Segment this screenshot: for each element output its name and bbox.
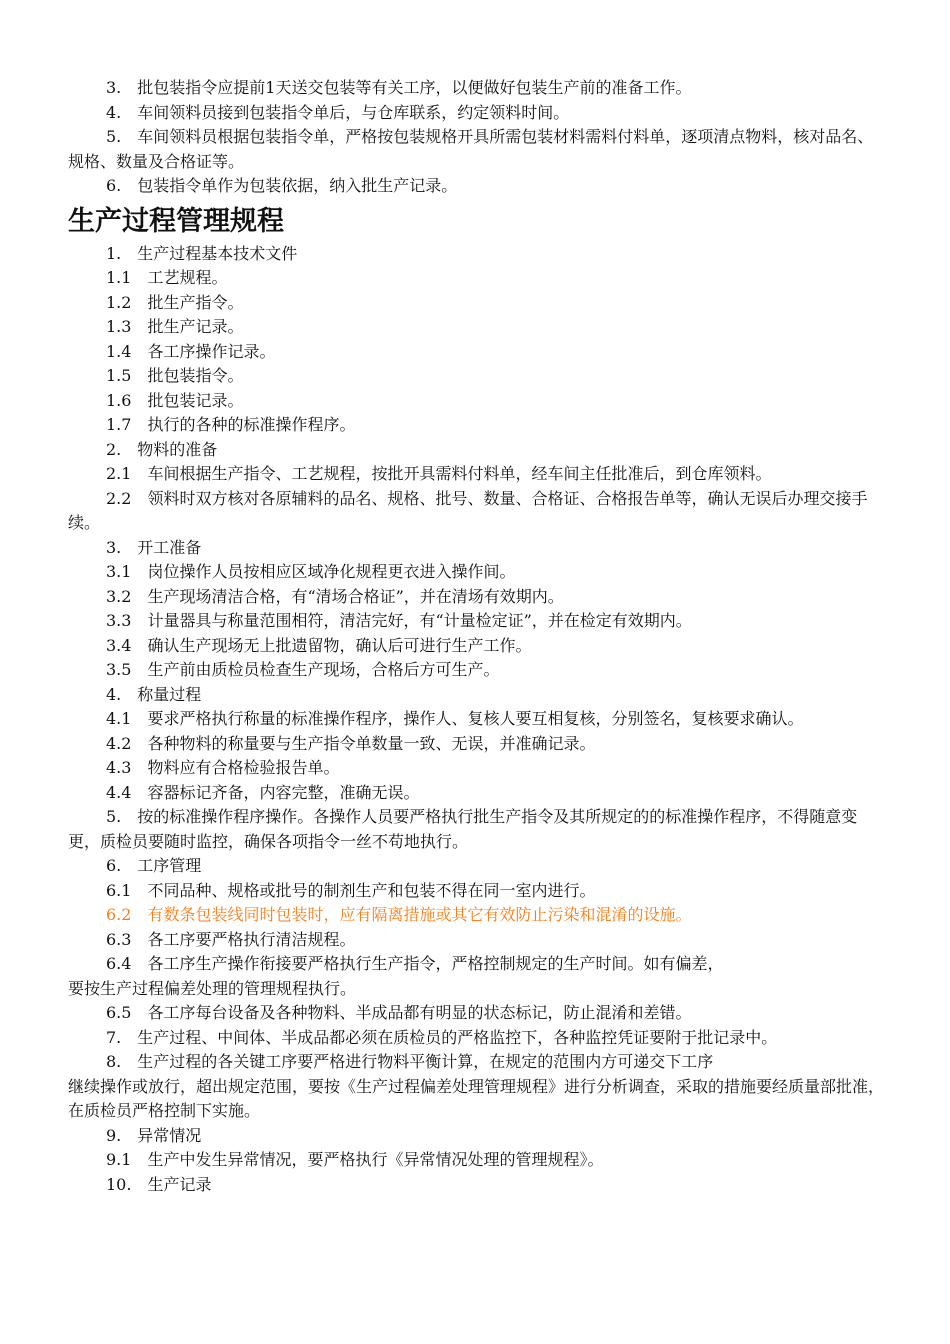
item-4-1: 4.1 要求严格执行称量的标准操作程序，操作人、复核人要互相复核，分别签名，复核要求确认。 [106,709,804,728]
item-6-4: 6.4 各工序生产操作衔接要严格执行生产指令，严格控制规定的生产时间。如有偏差， [106,954,724,973]
item-9: 9. 异常情况 [106,1125,202,1145]
item-1-2: 1.2 批生产指令。 [106,292,244,312]
item-4-4: 4.4 容器标记齐备，内容完整，准确无误。 [106,782,420,802]
item-3-1: 3.1 岗位操作人员按相应区域净化规程更衣进入操作间。 [106,562,516,581]
item-1-1: 1.1 工艺规程。 [106,268,228,287]
paragraph-intro-3: 3. 批包装指令应提前1天送交包装等有关工序，以便做好包装生产前的准备工作。 [106,78,692,97]
item-7: 7. 生产过程、中间体、半成品都必须在质检员的严格监控下，各种监控凭证要附于批记录中。 [106,1027,778,1047]
item-6-3: 6.3 各工序要严格执行清洁规程。 [106,929,356,949]
item-3: 3. 开工准备 [106,537,202,557]
item-3-3: 3.3 计量器具与称量范围相符，清洁完好，有“计量检定证”，并在检定有效期内。 [106,611,692,630]
item-9-1: 9.1 生产中发生异常情况，要严格执行《异常情况处理的管理规程》。 [106,1150,604,1169]
item-2: 2. 物料的准备 [106,439,218,459]
item-3-5: 3.5 生产前由质检员检查生产现场，合格后方可生产。 [106,660,500,679]
item-4-2: 4.2 各种物料的称量要与生产指令单数量一致、无误，并准确记录。 [106,733,596,753]
item-1: 1. 生产过程基本技术文件 [106,243,298,263]
item-1-6: 1.6 批包装记录。 [106,390,244,410]
paragraph-intro-5: 5. 车间领料员根据包装指令单，严格按包装规格开具所需包装材料需料付料单，逐项清点物料，核对品名、规格、数量及合格证等。 [68,127,874,171]
item-1-3: 1.3 批生产记录。 [106,317,244,336]
item-1-5: 1.5 批包装指令。 [106,366,244,385]
item-8-continued: 继续操作或放行，超出规定范围，要按《生产过程偏差处理管理规程》进行分析调查，采取的措施要经质量部批准，在质检员严格控制下实施。 [68,1076,885,1120]
item-2-2: 2.2 领料时双方核对各原辅料的品名、规格、批号、数量、合格证、合格报告单等，确认无误后办理交接手续。 [68,488,868,532]
item-3-4: 3.4 确认生产现场无上批遗留物，确认后可进行生产工作。 [106,635,532,655]
item-6-2-highlighted: 6.2 有数条包装线同时包装时，应有隔离措施或其它有效防止污染和混淆的设施。 [106,905,692,924]
paragraph-intro-6: 6. 包装指令单作为包装依据，纳入批生产记录。 [106,176,458,195]
item-2-1: 2.1 车间根据生产指令、工艺规程，按批开具需料付料单，经车间主任批准后，到仓库领料。 [106,464,772,483]
section-heading: 生产过程管理规程 [68,205,284,237]
document-content [68,76,888,1197]
item-6-1: 6.1 不同品种、规格或批号的制剂生产和包装不得在同一室内进行。 [106,880,596,900]
item-1-4: 1.4 各工序操作记录。 [106,341,276,361]
item-3-2: 3.2 生产现场清洁合格，有“清场合格证”，并在清场有效期内。 [106,586,564,606]
item-8: 8. 生产过程的各关键工序要严格进行物料平衡计算，在规定的范围内方可递交下工序 [106,1052,714,1071]
item-6-5: 6.5 各工序每台设备及各种物料、半成品都有明显的状态标记，防止混淆和差错。 [106,1003,692,1022]
item-5: 5. 按的标准操作程序操作。各操作人员要严格执行批生产指令及其所规定的的标准操作程序，不得随意变更，质检员要随时监控，确保各项指令一丝不苟地执行。 [68,807,858,851]
item-4-3: 4.3 物料应有合格检验报告单。 [106,758,340,777]
paragraph-intro-4: 4. 车间领料员接到包装指令单后，与仓库联系，约定领料时间。 [106,102,570,122]
item-10: 10. 生产记录 [106,1174,212,1194]
item-4: 4. 称量过程 [106,684,202,704]
item-1-7: 1.7 执行的各种的标准操作程序。 [106,415,356,434]
item-6-4-continued: 要按生产过程偏差处理的管理规程执行。 [68,978,357,998]
item-6: 6. 工序管理 [106,856,202,875]
